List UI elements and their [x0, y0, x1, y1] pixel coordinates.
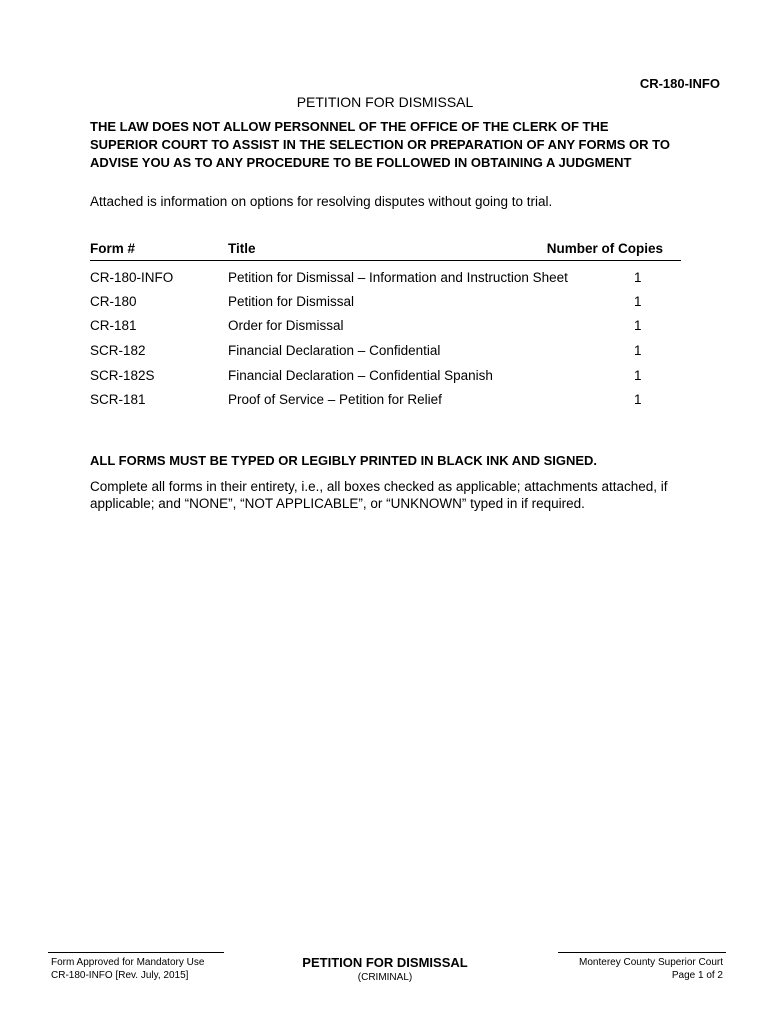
form-number: SCR-181 — [90, 392, 146, 407]
table-row — [90, 270, 670, 290]
column-header-copies: Number of Copies — [546, 241, 663, 256]
instructions-heading: ALL FORMS MUST BE TYPED OR LEGIBLY PRINTED IN BLACK INK AND SIGNED. — [90, 453, 598, 468]
form-title: Proof of Service – Petition for Relief — [228, 392, 442, 407]
form-revision: CR-180-INFO [Rev. July, 2015] — [51, 970, 189, 981]
copy-count: 1 — [634, 318, 642, 333]
form-number: SCR-182S — [90, 368, 155, 383]
table-header-rule — [90, 260, 681, 261]
form-approval-note: Form Approved for Mandatory Use — [51, 957, 205, 968]
page-number: Page 1 of 2 — [671, 970, 723, 981]
footer-right — [579, 956, 723, 982]
form-title: Financial Declaration – Confidential Spanish — [228, 368, 493, 383]
copy-count: 1 — [634, 392, 642, 407]
copy-count: 1 — [634, 368, 642, 383]
column-header-title: Title — [228, 241, 256, 256]
table-row — [90, 368, 670, 388]
copy-count: 1 — [634, 343, 642, 358]
form-title: Petition for Dismissal — [228, 294, 355, 309]
footer-subtitle: (CRIMINAL) — [357, 972, 413, 983]
footer-rule-right — [558, 952, 726, 953]
form-number: CR-180 — [90, 294, 137, 309]
court-name: Monterey County Superior Court — [579, 957, 723, 968]
table-row — [90, 343, 670, 363]
form-number: SCR-182 — [90, 343, 146, 358]
instructions-body: Complete all forms in their entirety, i.e., all boxes checked as applicable; attachments attached, if applicable; and “NONE”, “NOT APPLICABLE”, or “UNKNOWN” typed in if required. — [90, 479, 668, 511]
form-title: Order for Dismissal — [228, 318, 344, 333]
table-row — [90, 318, 670, 338]
document-title: PETITION FOR DISMISSAL — [296, 94, 474, 110]
form-number: CR-181 — [90, 318, 137, 333]
footer-title: PETITION FOR DISMISSAL — [302, 955, 468, 970]
clerk-warning: THE LAW DOES NOT ALLOW PERSONNEL OF THE OFFICE OF THE CLERK OF THE SUPERIOR COURT TO ASSIST IN THE SELECTION OR PREPARATION OF ANY FORMS OR TO ADVISE YOU AS TO ANY PROCEDURE TO BE FOLLOWED IN OBTAINING A JUDGMENT — [90, 119, 670, 170]
table-row — [90, 294, 670, 314]
attached-info-text: Attached is information on options for resolving disputes without going to trial. — [90, 194, 553, 209]
copy-count: 1 — [634, 294, 642, 309]
form-number: CR-180-INFO — [90, 270, 174, 285]
copy-count: 1 — [634, 270, 642, 285]
footer-rule-left — [48, 952, 224, 953]
form-id: CR-180-INFO — [639, 76, 720, 91]
form-title: Financial Declaration – Confidential — [228, 343, 441, 358]
table-row — [90, 392, 670, 412]
column-header-form: Form # — [90, 241, 136, 256]
form-title: Petition for Dismissal – Information and Instruction Sheet — [228, 270, 568, 285]
